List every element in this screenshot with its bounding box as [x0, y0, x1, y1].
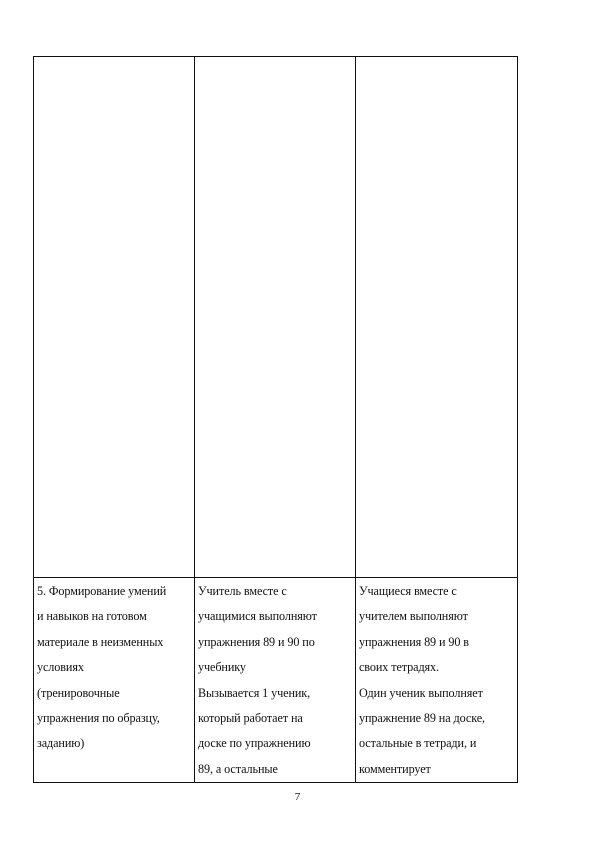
cell-teacher-activity [195, 578, 356, 783]
teacher-line: который работает на [198, 711, 303, 726]
teacher-line: 89, а остальные [198, 761, 278, 776]
cell-students-empty [356, 57, 518, 578]
stage-line: заданию) [37, 736, 85, 751]
teacher-line: Вызывается 1 ученик, [198, 685, 311, 700]
stage-line: материале в неизменных [37, 634, 164, 649]
stage-line: упражнения по образцу, [37, 711, 160, 726]
students-line: упражнения 89 и 90 в [359, 634, 469, 649]
students-line: учителем выполняют [359, 609, 468, 624]
students-line: комментирует [359, 761, 431, 776]
stage-line: 5. Формирование умений [37, 584, 167, 598]
teacher-line: упражнения 89 и 90 по [198, 634, 315, 649]
cell-stage [34, 578, 195, 783]
stage-line: (тренировочные [37, 685, 120, 700]
teacher-activity-text [195, 578, 355, 782]
teacher-line: Учитель вместе с [198, 584, 287, 598]
students-line: Один ученик выполняет [359, 685, 483, 700]
table-row-stage-5 [34, 578, 518, 783]
cell-teacher-empty [195, 57, 356, 578]
cell-students-activity [356, 578, 518, 783]
students-activity-text [356, 578, 517, 782]
page-number: 7 [294, 791, 301, 803]
stage-line: условиях [37, 660, 84, 675]
cell-stage-empty [34, 57, 195, 578]
teacher-line: доске по упражнению [198, 736, 311, 751]
lesson-plan-table [33, 56, 518, 783]
teacher-line: учебнику [198, 660, 246, 675]
students-line: упражнение 89 на доске, [359, 711, 485, 726]
students-line: своих тетрадях. [359, 660, 439, 675]
table-row-continued [34, 57, 518, 578]
stage-line: и навыков на готовом [37, 609, 147, 624]
students-line: Учащиеся вместе с [359, 584, 457, 598]
teacher-line: учащимися выполняют [198, 609, 317, 624]
stage-text [34, 578, 194, 757]
students-line: остальные в тетради, и [359, 736, 477, 751]
